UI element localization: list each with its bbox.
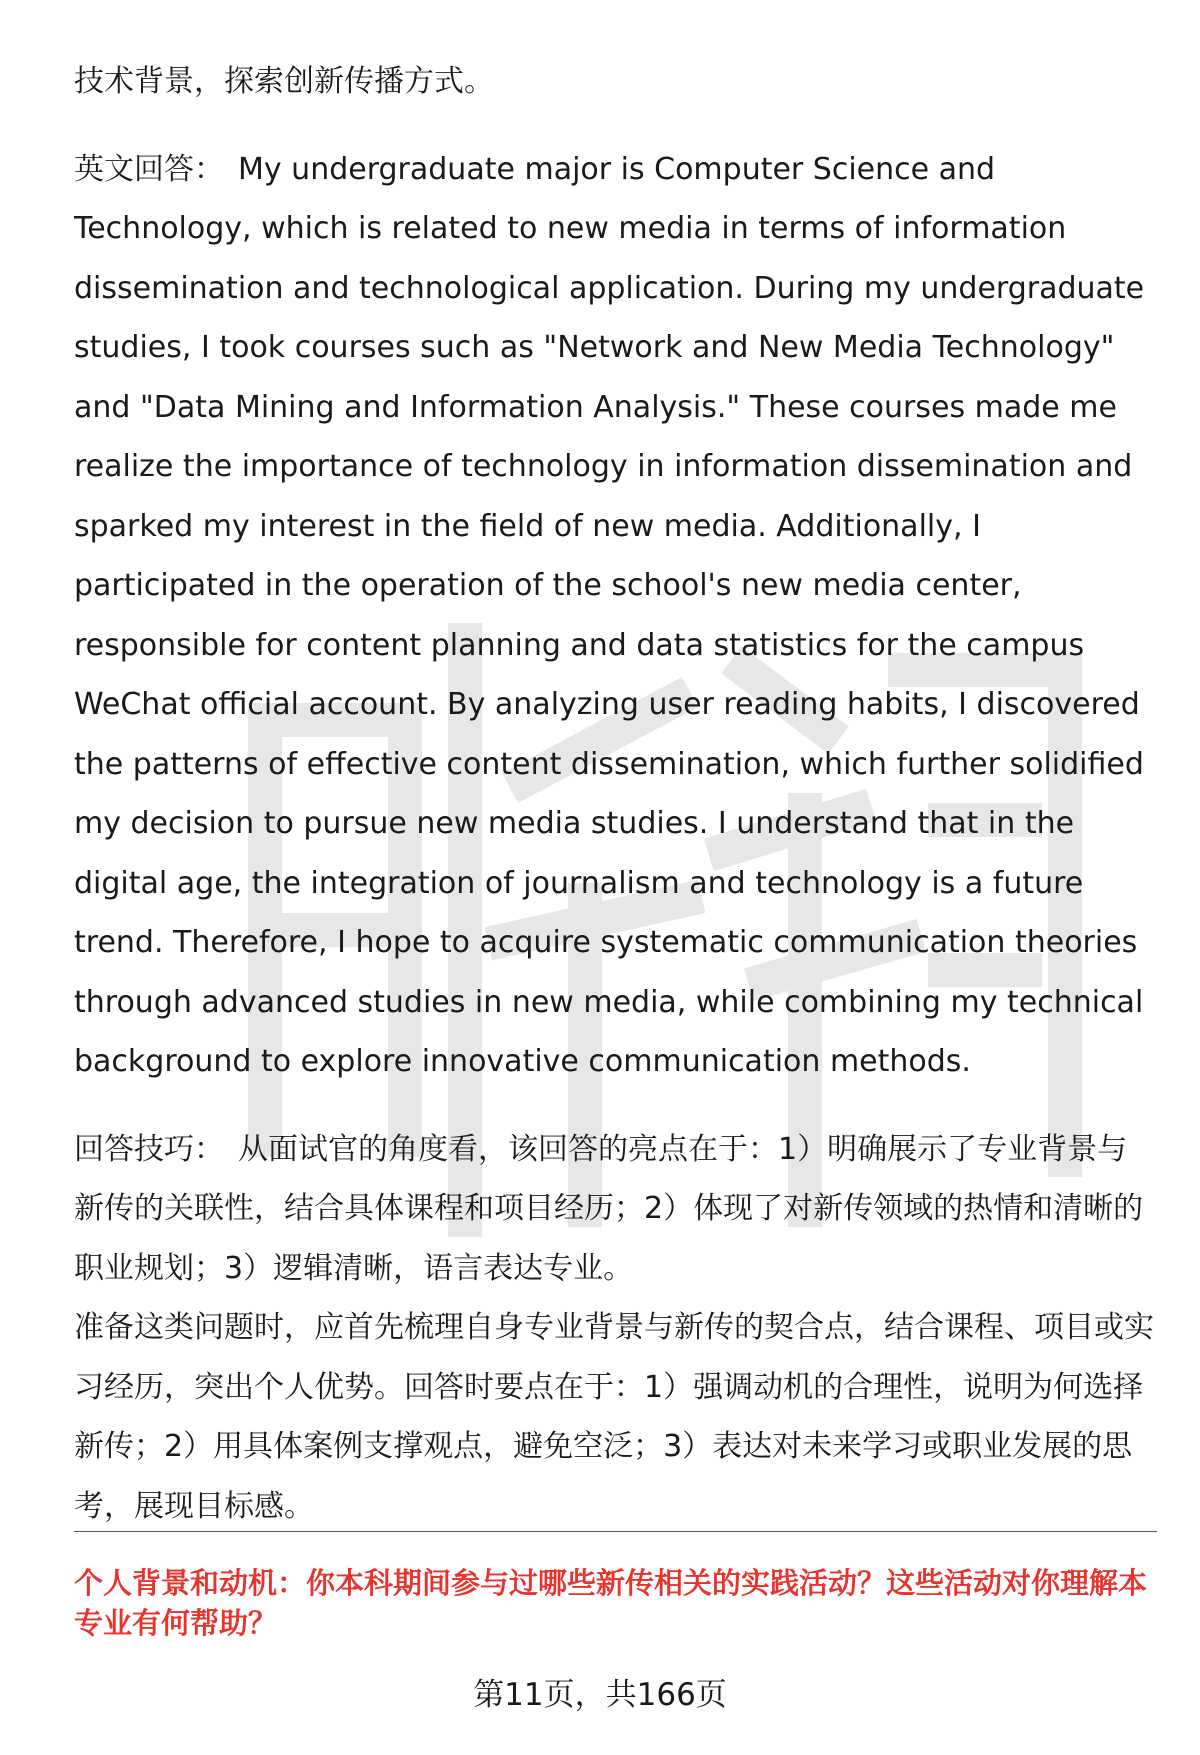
answer-tips-text: 从面试官的角度看，该回答的亮点在于：1）明确展示了专业背景与新传的关联性，结合具体课程和项目经历；2）体现了对新传领域的热情和清晰的职业规划；3）逻辑清晰，语言表达专业。 (74, 1131, 1144, 1286)
preparation-paragraph: 准备这类问题时，应首先梳理自身专业背景与新传的契合点，结合课程、项目或实习经历，突出个人优势。回答时要点在于：1）强调动机的合理性，说明为何选择新传；2）用具体案例支撑观点，避免空泛；3）表达对未来学习或职业发展的思考，展现目标感。 (74, 1310, 1154, 1524)
page-number-footer: 第11页，共166页 (473, 1677, 727, 1713)
answer-tips-paragraph (74, 1120, 1154, 1299)
document-body (74, 52, 1154, 1536)
english-answer-label: 英文回答： (74, 151, 224, 187)
next-question-heading: 个人背景和动机：你本科期间参与过哪些新传相关的实践活动？这些活动对你理解本专业有何帮助？ (74, 1566, 1148, 1640)
section-divider (74, 1531, 1157, 1532)
english-answer-paragraph (74, 140, 1154, 1092)
answer-tips-label: 回答技巧： (74, 1131, 224, 1167)
intro-line: 技术背景，探索创新传播方式。 (74, 64, 494, 99)
english-answer-text: My undergraduate major is Computer Science and Technology, which is related to new media in terms of information dissemination and technological application. During my undergraduate studies, I took courses such as "Network and New Media Technology" and "Data Mining and Information Analysis." These courses made me realize the importance of technology in information dissemination and sparked my interest in the field of new media. Additionally, I participated in the operation of the school's new media center, responsible for content planning and data statistics for the campus WeChat official account. By analyzing user reading habits, I discovered the patterns of effective content dissemination, which further solidified my decision to pursue new media studies. I understand that in the digital age, the integration of journalism and technology is a future trend. Therefore, I hope to acquire systematic communication theories through advanced studies in new media, while combining my technical background to explore innovative communication methods. (74, 151, 1145, 1079)
